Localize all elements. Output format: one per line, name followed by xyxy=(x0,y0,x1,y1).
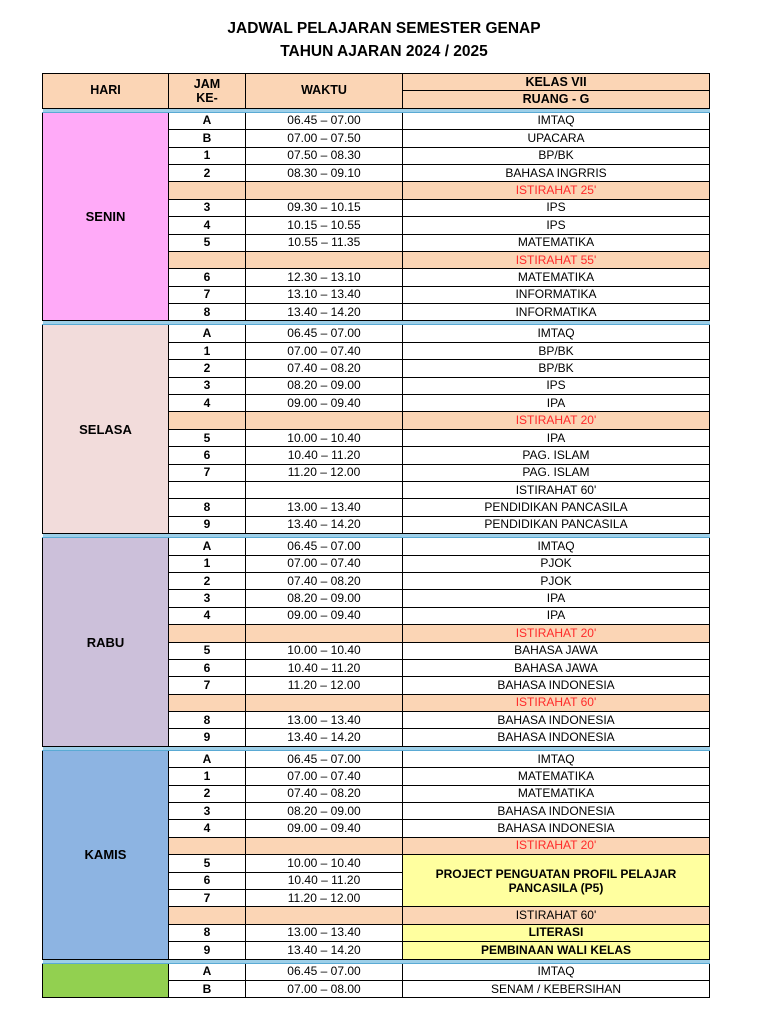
subject-cell: MATEMATIKA xyxy=(403,234,710,251)
jam-cell: 9 xyxy=(169,942,246,959)
jam-cell: 5 xyxy=(169,234,246,251)
waktu-cell xyxy=(246,412,403,429)
waktu-cell: 08.30 – 09.10 xyxy=(246,164,403,181)
waktu-cell: 06.45 – 07.00 xyxy=(246,325,403,342)
subject-cell: BP/BK xyxy=(403,342,710,359)
waktu-cell: 06.45 – 07.00 xyxy=(246,538,403,555)
jam-cell: 4 xyxy=(169,820,246,837)
waktu-cell: 07.00 – 07.40 xyxy=(246,342,403,359)
waktu-cell: 10.40 – 11.20 xyxy=(246,447,403,464)
subject-cell: IPS xyxy=(403,199,710,216)
jam-cell xyxy=(169,412,246,429)
jam-cell: 6 xyxy=(169,872,246,889)
jam-cell: 3 xyxy=(169,803,246,820)
header-row-1 xyxy=(43,74,710,91)
waktu-cell: 11.20 – 12.00 xyxy=(246,889,403,906)
waktu-cell xyxy=(246,694,403,711)
subject-cell: PAG. ISLAM xyxy=(403,464,710,481)
break-cell: ISTIRAHAT 25' xyxy=(403,182,710,199)
subject-cell: MATEMATIKA xyxy=(403,269,710,286)
waktu-cell: 13.40 – 14.20 xyxy=(246,942,403,959)
jam-cell: 5 xyxy=(169,642,246,659)
jam-cell: A xyxy=(169,750,246,767)
waktu-cell xyxy=(246,907,403,924)
subject-cell: BAHASA INGRRIS xyxy=(403,164,710,181)
subject-cell: LITERASI xyxy=(403,924,710,941)
jam-cell xyxy=(169,694,246,711)
waktu-cell: 10.40 – 11.20 xyxy=(246,659,403,676)
jam-cell xyxy=(169,907,246,924)
subject-cell: PENDIDIKAN PANCASILA xyxy=(403,499,710,516)
jam-cell: 2 xyxy=(169,572,246,589)
jam-cell: B xyxy=(169,130,246,147)
jam-cell: 5 xyxy=(169,855,246,872)
day-cell: SELASA xyxy=(43,325,169,534)
document-subtitle: TAHUN AJARAN 2024 / 2025 xyxy=(280,43,488,60)
schedule-body xyxy=(43,74,710,998)
schedule-table xyxy=(42,73,710,998)
waktu-cell: 11.20 – 12.00 xyxy=(246,677,403,694)
subject-cell: BP/BK xyxy=(403,147,710,164)
subject-cell: IPS xyxy=(403,377,710,394)
waktu-cell xyxy=(246,837,403,854)
waktu-cell: 07.00 – 07.50 xyxy=(246,130,403,147)
header-ruang: RUANG - G xyxy=(403,91,710,108)
waktu-cell: 07.00 – 07.40 xyxy=(246,768,403,785)
day-cell: SENIN xyxy=(43,112,169,321)
subject-cell: IMTAQ xyxy=(403,325,710,342)
header-waktu: WAKTU xyxy=(246,74,403,109)
subject-cell: PAG. ISLAM xyxy=(403,447,710,464)
waktu-cell: 09.00 – 09.40 xyxy=(246,395,403,412)
waktu-cell: 13.40 – 14.20 xyxy=(246,304,403,321)
jam-cell: 1 xyxy=(169,768,246,785)
break-cell: ISTIRAHAT 60' xyxy=(403,694,710,711)
break-cell: ISTIRAHAT 55' xyxy=(403,251,710,268)
jam-cell xyxy=(169,182,246,199)
waktu-cell: 10.00 – 10.40 xyxy=(246,642,403,659)
jam-cell: 4 xyxy=(169,395,246,412)
subject-cell: IMTAQ xyxy=(403,963,710,980)
jam-cell: 6 xyxy=(169,659,246,676)
waktu-cell: 07.40 – 08.20 xyxy=(246,572,403,589)
subject-cell: BAHASA JAWA xyxy=(403,642,710,659)
jam-cell: 7 xyxy=(169,464,246,481)
subject-cell: IMTAQ xyxy=(403,750,710,767)
waktu-cell: 07.00 – 07.40 xyxy=(246,555,403,572)
waktu-cell: 10.40 – 11.20 xyxy=(246,872,403,889)
jam-cell xyxy=(169,251,246,268)
jam-cell: 1 xyxy=(169,342,246,359)
waktu-cell: 10.15 – 10.55 xyxy=(246,217,403,234)
jam-cell: B xyxy=(169,980,246,997)
header-jam-line1: JAM xyxy=(193,76,221,91)
jam-cell: 8 xyxy=(169,924,246,941)
subject-cell: BAHASA INDONESIA xyxy=(403,712,710,729)
subject-cell: UPACARA xyxy=(403,130,710,147)
schedule-row xyxy=(43,112,710,129)
subject-cell: PJOK xyxy=(403,572,710,589)
waktu-cell: 07.00 – 08.00 xyxy=(246,980,403,997)
waktu-cell: 13.40 – 14.20 xyxy=(246,516,403,533)
subject-cell: BAHASA INDONESIA xyxy=(403,820,710,837)
jam-cell: 2 xyxy=(169,785,246,802)
break-cell: ISTIRAHAT 20' xyxy=(403,837,710,854)
jam-cell xyxy=(169,837,246,854)
schedule-row xyxy=(43,538,710,555)
document-title: JADWAL PELAJARAN SEMESTER GENAP xyxy=(227,20,541,37)
waktu-cell: 08.20 – 09.00 xyxy=(246,590,403,607)
subject-cell: BP/BK xyxy=(403,360,710,377)
jam-cell: A xyxy=(169,325,246,342)
jam-cell: 7 xyxy=(169,286,246,303)
schedule-row xyxy=(43,325,710,342)
waktu-cell: 12.30 – 13.10 xyxy=(246,269,403,286)
waktu-cell xyxy=(246,481,403,498)
jam-cell: 2 xyxy=(169,360,246,377)
subject-cell: PROJECT PENGUATAN PROFIL PELAJAR PANCASILA (P5) xyxy=(403,855,710,907)
jam-cell: 6 xyxy=(169,269,246,286)
waktu-cell: 13.10 – 13.40 xyxy=(246,286,403,303)
waktu-cell: 11.20 – 12.00 xyxy=(246,464,403,481)
jam-cell: 8 xyxy=(169,304,246,321)
waktu-cell: 07.50 – 08.30 xyxy=(246,147,403,164)
waktu-cell xyxy=(246,182,403,199)
jam-cell: 9 xyxy=(169,729,246,746)
jam-cell xyxy=(169,625,246,642)
jam-cell xyxy=(169,481,246,498)
subject-cell: BAHASA INDONESIA xyxy=(403,677,710,694)
jam-cell: 7 xyxy=(169,889,246,906)
jam-cell: 6 xyxy=(169,447,246,464)
subject-cell: INFORMATIKA xyxy=(403,286,710,303)
subject-cell: SENAM / KEBERSIHAN xyxy=(403,980,710,997)
waktu-cell: 06.45 – 07.00 xyxy=(246,963,403,980)
subject-cell: IMTAQ xyxy=(403,112,710,129)
jam-cell: 1 xyxy=(169,147,246,164)
break-cell: ISTIRAHAT 20' xyxy=(403,625,710,642)
waktu-cell: 07.40 – 08.20 xyxy=(246,785,403,802)
waktu-cell xyxy=(246,625,403,642)
subject-cell: IPA xyxy=(403,590,710,607)
waktu-cell: 09.30 – 10.15 xyxy=(246,199,403,216)
day-cell xyxy=(43,963,169,998)
header-jam-ke xyxy=(169,74,246,109)
jam-cell: 4 xyxy=(169,217,246,234)
waktu-cell: 09.00 – 09.40 xyxy=(246,607,403,624)
jam-cell: 9 xyxy=(169,516,246,533)
day-cell: KAMIS xyxy=(43,750,169,959)
subject-cell: IPA xyxy=(403,607,710,624)
schedule-row xyxy=(43,750,710,767)
subject-cell: MATEMATIKA xyxy=(403,768,710,785)
waktu-cell: 09.00 – 09.40 xyxy=(246,820,403,837)
waktu-cell: 10.55 – 11.35 xyxy=(246,234,403,251)
jam-cell: 8 xyxy=(169,499,246,516)
subject-cell: IPA xyxy=(403,395,710,412)
jam-cell: 5 xyxy=(169,429,246,446)
header-hari: HARI xyxy=(43,74,169,109)
waktu-cell: 10.00 – 10.40 xyxy=(246,855,403,872)
subject-cell: IPA xyxy=(403,429,710,446)
waktu-cell: 13.00 – 13.40 xyxy=(246,712,403,729)
waktu-cell: 13.00 – 13.40 xyxy=(246,499,403,516)
waktu-cell: 13.00 – 13.40 xyxy=(246,924,403,941)
jam-cell: 7 xyxy=(169,677,246,694)
break-cell: ISTIRAHAT 60' xyxy=(403,907,710,924)
subject-cell: PJOK xyxy=(403,555,710,572)
waktu-cell: 08.20 – 09.00 xyxy=(246,377,403,394)
subject-cell: INFORMATIKA xyxy=(403,304,710,321)
header-kelas: KELAS VII xyxy=(403,74,710,91)
waktu-cell: 06.45 – 07.00 xyxy=(246,750,403,767)
jam-cell: A xyxy=(169,963,246,980)
waktu-cell: 07.40 – 08.20 xyxy=(246,360,403,377)
schedule-row xyxy=(43,963,710,980)
jam-cell: 3 xyxy=(169,199,246,216)
jam-cell: 1 xyxy=(169,555,246,572)
jam-cell: 3 xyxy=(169,590,246,607)
subject-cell: PENDIDIKAN PANCASILA xyxy=(403,516,710,533)
jam-cell: 4 xyxy=(169,607,246,624)
subject-cell: MATEMATIKA xyxy=(403,785,710,802)
subject-cell: IPS xyxy=(403,217,710,234)
jam-cell: A xyxy=(169,112,246,129)
waktu-cell: 10.00 – 10.40 xyxy=(246,429,403,446)
subject-cell: IMTAQ xyxy=(403,538,710,555)
jam-cell: 3 xyxy=(169,377,246,394)
waktu-cell xyxy=(246,251,403,268)
jam-cell: A xyxy=(169,538,246,555)
jam-cell: 8 xyxy=(169,712,246,729)
waktu-cell: 06.45 – 07.00 xyxy=(246,112,403,129)
jam-cell: 2 xyxy=(169,164,246,181)
subject-cell: PEMBINAAN WALI KELAS xyxy=(403,942,710,959)
schedule-table-container xyxy=(42,73,709,998)
day-cell: RABU xyxy=(43,538,169,747)
break-cell: ISTIRAHAT 60' xyxy=(403,481,710,498)
waktu-cell: 08.20 – 09.00 xyxy=(246,803,403,820)
subject-cell: BAHASA INDONESIA xyxy=(403,729,710,746)
break-cell: ISTIRAHAT 20' xyxy=(403,412,710,429)
subject-cell: BAHASA JAWA xyxy=(403,659,710,676)
header-jam-line2: KE- xyxy=(196,90,218,105)
waktu-cell: 13.40 – 14.20 xyxy=(246,729,403,746)
subject-cell: BAHASA INDONESIA xyxy=(403,803,710,820)
